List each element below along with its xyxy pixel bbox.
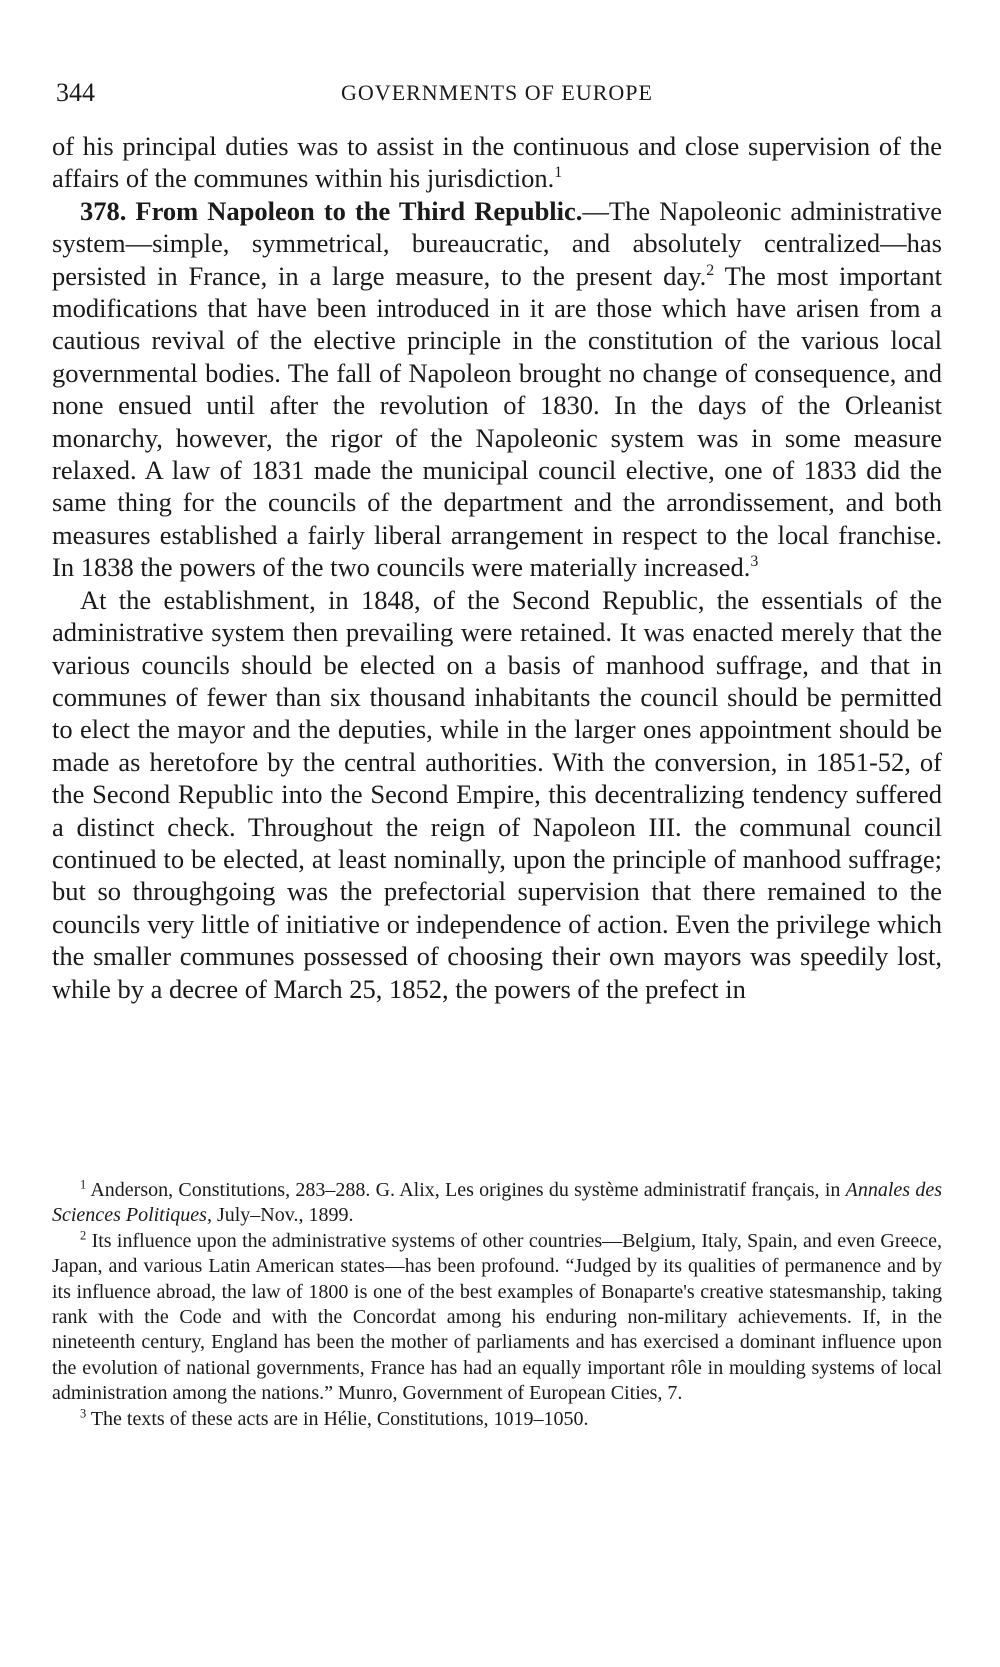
footnote-marker: 2: [80, 1228, 87, 1243]
paragraph-section-378: [52, 195, 942, 584]
paragraph-continued: [52, 130, 942, 195]
footnote-ref: 1: [554, 164, 563, 182]
footnote-1: [52, 1178, 942, 1229]
footnote-marker: 1: [80, 1177, 87, 1192]
running-title: GOVERNMENTS OF EUROPE: [341, 80, 653, 105]
page-header: [52, 78, 942, 114]
footnotes: [52, 1178, 942, 1432]
paragraph-text: The most important modifications that have been introduced in it are those which have arisen from a cautious revival of the elective principle in the constitution of the various local governmental bodies. The fall of Napoleon brought no change of consequence, and none ensued until after the revolution of 1830. In the days of the Orleanist monarchy, however, the rigor of the Napoleonic system was in some measure relaxed. A law of 1831 made the municipal council elective, one of 1833 did the same thing for the councils of the department and the arrondissement, and both measures established a fairly liberal arrangement in respect to the local franchise. In 1838 the powers of the two councils were materially increased.: [52, 260, 942, 583]
paragraph-text: —The Napoleonic administrative system—simple, symmetrical, bureaucratic, and absolutely centralized—has persisted in France, in a large measure, to the present day.: [52, 195, 942, 291]
section-heading: 378. From Napoleon to the Third Republic.: [80, 195, 583, 226]
footnote-marker: 3: [80, 1406, 87, 1420]
paragraph-text: At the establishment, in 1848, of the Second Republic, the essentials of the administrative system then prevailing were retained. It was enacted merely that the various councils should be elected on a basis of manhood suffrage, and that in communes of fewer than six thousand inhabitants the council should be permitted to elect the mayor and the deputies, while in the larger ones appointment should be made as heretofore by the central authorities. With the conversion, in 1851-52, of the Second Republic into the Second Empire, this decentralizing tendency suffered a distinct check. Throughout the reign of Napoleon III. the communal council continued to be elected, at least nominally, upon the principle of manhood suffrage; but so throughgoing was the prefectorial supervision that there remained to the councils very little of initiative or independence of action. Even the privilege which the smaller communes possessed of choosing their own mayors was speedily lost, while by a decree of March 25, 1852, the powers of the prefect in: [52, 584, 942, 1004]
page-number: 344: [56, 78, 95, 107]
body-text: [52, 130, 942, 1005]
journal-title: Annales des Sciences Politiques,: [52, 1179, 942, 1227]
paragraph-second-republic: [52, 584, 942, 1005]
paragraph-text: of his principal duties was to assist in the continuous and close supervision of the affairs of the communes within his jurisdiction.: [52, 131, 942, 194]
footnote-2: [52, 1229, 942, 1407]
footnote-3: [52, 1407, 942, 1432]
footnote-text: Anderson, Constitutions, 283–288. G. Alix, Les origines du système administratif français, in: [86, 1179, 846, 1201]
footnote-text: The texts of these acts are in Hélie, Constitutions, 1019–1050.: [86, 1407, 589, 1430]
footnote-text: July–Nov., 1899.: [211, 1204, 354, 1227]
footnote-ref: 3: [750, 553, 759, 571]
footnote-text: Its influence upon the administrative systems of other countries—Belgium, Italy, Spain, and even Greece, Japan, and various Latin American states—has been profound. “Judged by its qualities of permanence and by its influence abroad, the law of 1800 is one of the best examples of Bonaparte's creative statesmanship, taking rank with the Code and with the Concordat among his enduring non-military achievements. If, in the nineteenth century, England has been the mother of parliaments and has exercised a dominant influence upon the evolution of national governments, France has had an equally important rôle in moulding systems of local administration among the nations.” Munro, Government of European Cities, 7.: [52, 1229, 942, 1405]
footnote-ref: 2: [706, 261, 715, 279]
